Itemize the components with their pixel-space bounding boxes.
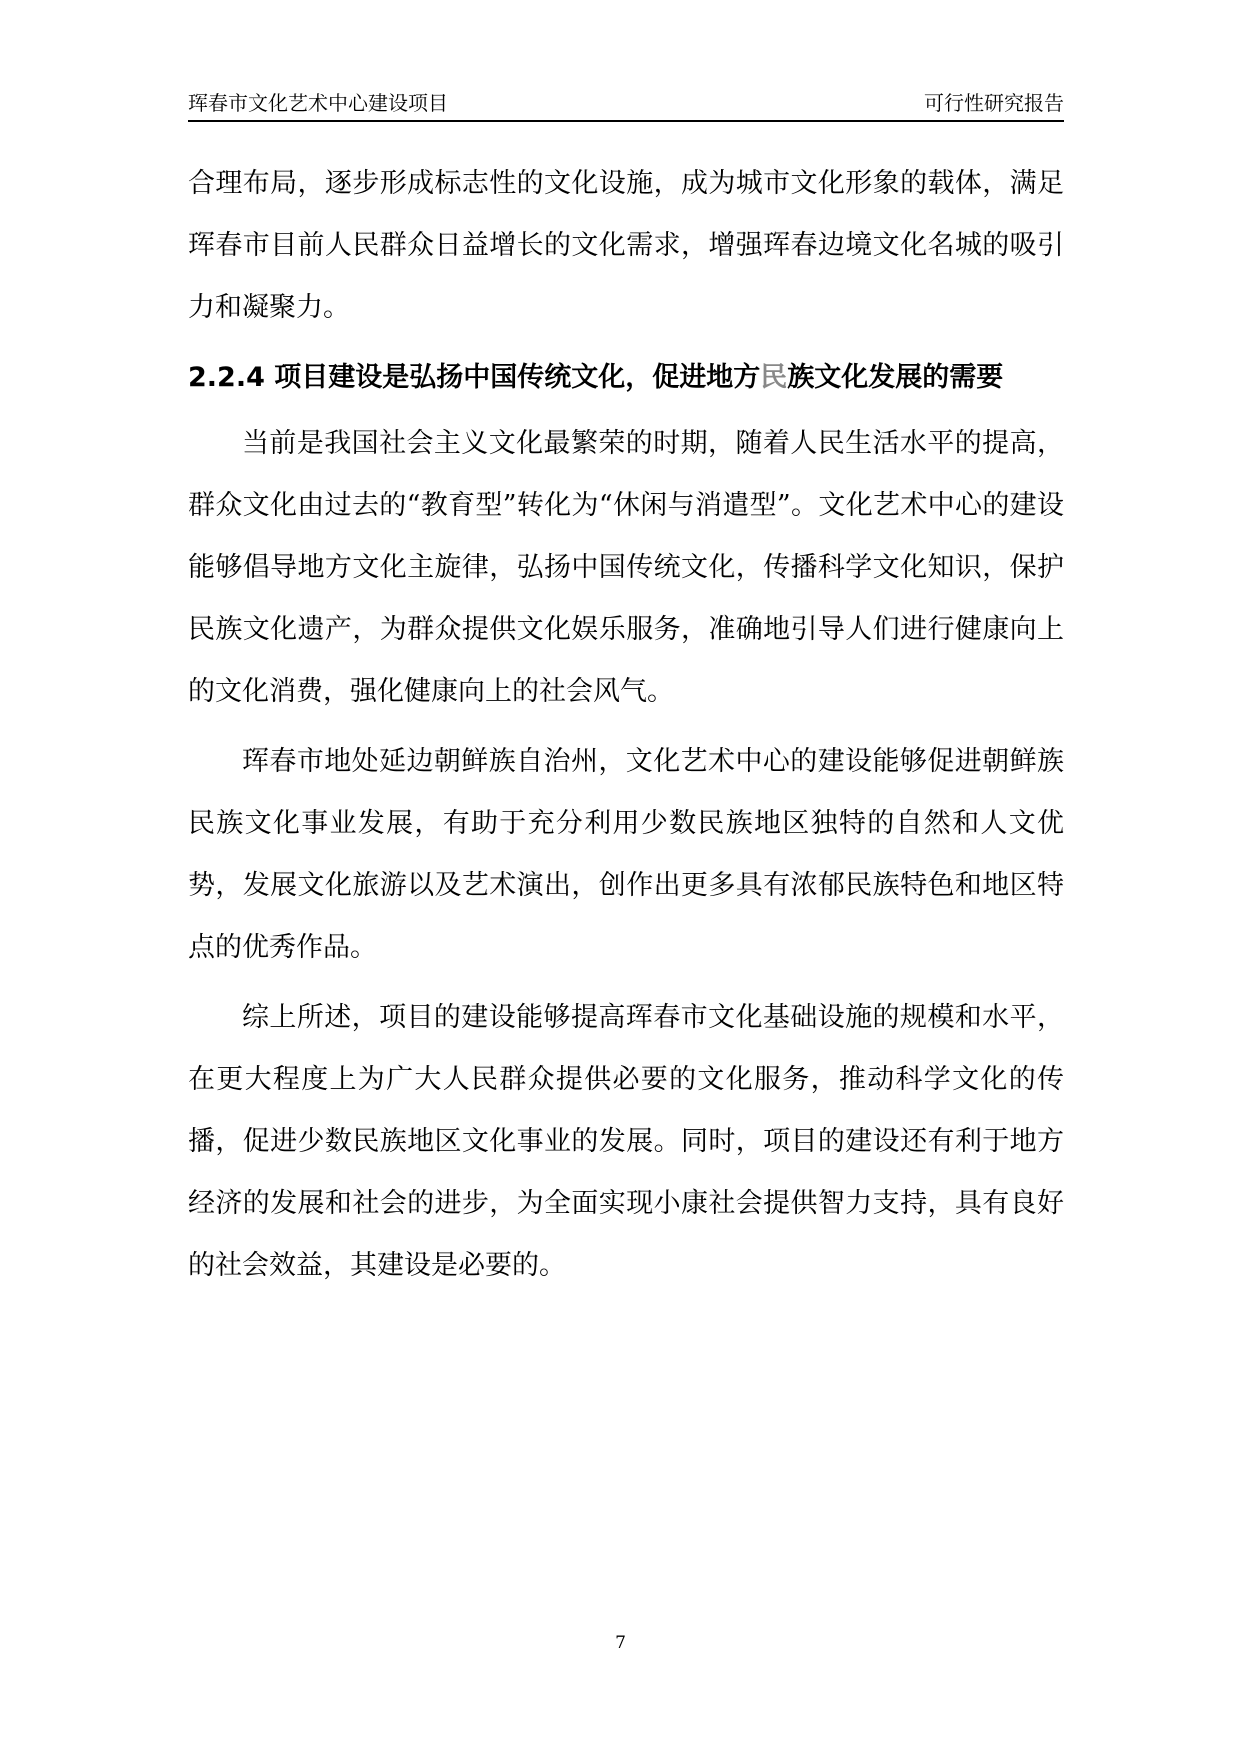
page-number: 7 [615,1633,626,1653]
section-heading-text-end: 族文化发展的需要 [787,362,1004,393]
section-heading-text: 2.2.4 项目建设是弘扬中国传统文化，促进地方 [188,362,761,393]
paragraph-2: 珲春市地处延边朝鲜族自治州，文化艺术中心的建设能够促进朝鲜族民族文化事业发展，有助于充分利用少数民族地区独特的自然和人文优势，发展文化旅游以及艺术演出，创作出更多具有浓郁民族特色和地区特点的优秀作品。 [188,746,1064,963]
paragraph-continued: 合理布局，逐步形成标志性的文化设施，成为城市文化形象的载体，满足珲春市目前人民群众日益增长的文化需求，增强珲春边境文化名城的吸引力和凝聚力。 [188,168,1064,323]
paragraph-1: 当前是我国社会主义文化最繁荣的时期，随着人民生活水平的提高，群众文化由过去的“教育型”转化为“休闲与消遣型”。文化艺术中心的建设能够倡导地方文化主旋律，弘扬中国传统文化，传播科学文化知识，保护民族文化遗产，为群众提供文化娱乐服务，准确地引导人们进行健康向上的文化消费，强化健康向上的社会风气。 [188,428,1064,707]
section-heading-highlight: 民 [760,362,788,393]
document-body [188,153,1064,1305]
section-heading [188,347,1064,409]
header-project-title: 珲春市文化艺术中心建设项目 [188,91,448,115]
header-report-title: 可行性研究报告 [924,91,1064,115]
paragraph-3: 综上所述，项目的建设能够提高珲春市文化基础设施的规模和水平，在更大程度上为广大人民群众提供必要的文化服务，推动科学文化的传播，促进少数民族地区文化事业的发展。同时，项目的建设还有利于地方经济的发展和社会的进步，为全面实现小康社会提供智力支持，具有良好的社会效益，其建设是必要的。 [188,1002,1064,1281]
page-header [188,86,1064,120]
header-divider [188,120,1064,122]
